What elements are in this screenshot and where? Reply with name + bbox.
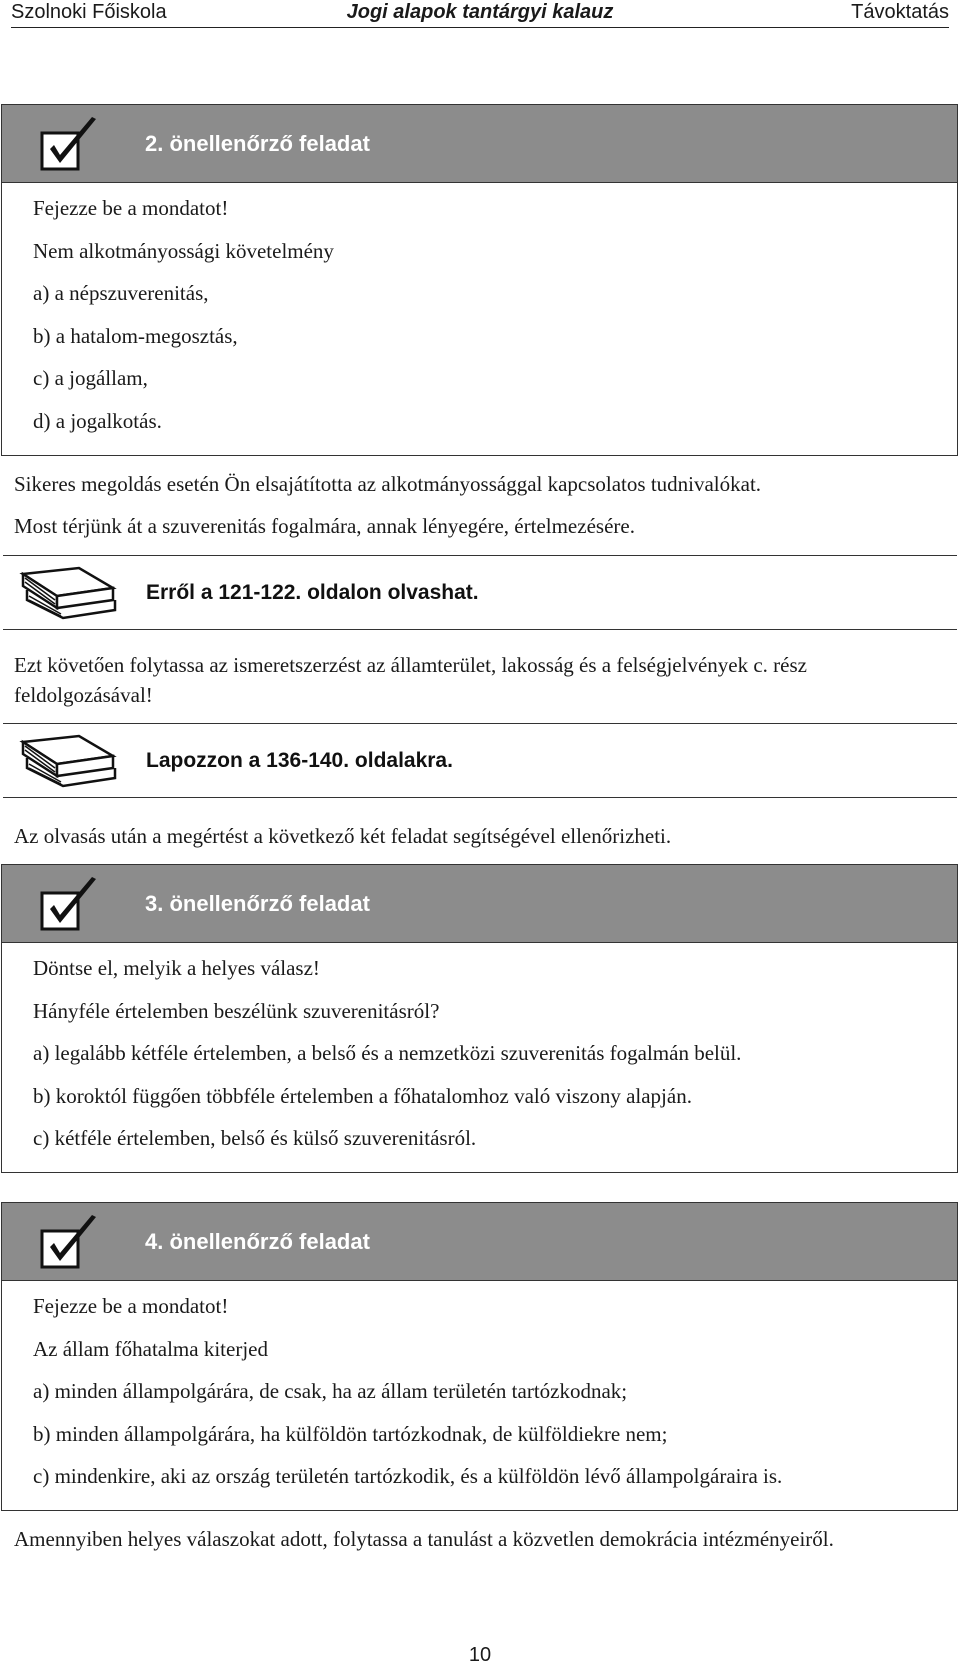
task-box-4 xyxy=(1,1202,958,1511)
task-box-header xyxy=(2,1203,957,1281)
paragraph-line: Most térjünk át a szuverenitás fogalmára, annak lényegére, értelmezésére. xyxy=(14,514,635,538)
task-box-header xyxy=(2,105,957,183)
task-line: Döntse el, melyik a helyes válasz! xyxy=(33,956,320,980)
task-line: Hányféle értelemben beszélünk szuverenitásról? xyxy=(33,998,440,1023)
reading-callout xyxy=(3,723,957,798)
reading-instruction: Lapozzon a 136-140. oldalakra. xyxy=(146,749,453,772)
task-line: Fejezze be a mondatot! xyxy=(33,1294,229,1318)
task-line: Fejezze be a mondatot! xyxy=(33,196,229,220)
page-header xyxy=(11,0,949,28)
book-icon xyxy=(19,566,117,620)
checkbox-check-icon xyxy=(40,1213,102,1273)
task-line: d) a jogalkotás. xyxy=(33,408,162,433)
checkbox-check-icon xyxy=(40,115,102,175)
paragraph xyxy=(14,468,944,543)
header-institution: Szolnoki Főiskola xyxy=(11,1,167,23)
page-number: 10 xyxy=(468,1644,492,1666)
task-line: a) minden állampolgárára, de csak, ha az állam területén tartózkodnak; xyxy=(33,1379,628,1403)
task-box-2 xyxy=(1,104,958,456)
task-body xyxy=(2,943,957,1166)
book-icon xyxy=(19,734,117,788)
task-title: 2. önellenőrző feladat xyxy=(145,131,370,156)
task-line: b) a hatalom-megosztás, xyxy=(33,323,238,348)
header-title: Jogi alapok tantárgyi kalauz xyxy=(346,1,614,23)
task-line: Nem alkotmányossági követelmény xyxy=(33,238,334,263)
paragraph: Ezt követően folytassa az ismeretszerzést az államterület, lakosság és a felségjelvények c. rész feldolgozásával! xyxy=(14,653,807,707)
task-line: c) mindenkire, aki az ország területén tartózkodik, és a külföldön lévő állampolgáraira is. xyxy=(33,1464,783,1488)
paragraph: Az olvasás után a megértést a következő két feladat segítségével ellenőrizheti. xyxy=(14,824,672,848)
header-mode: Távoktatás xyxy=(851,1,949,23)
task-title: 4. önellenőrző feladat xyxy=(145,1229,370,1254)
reading-callout xyxy=(3,555,957,630)
paragraph: Amennyiben helyes válaszokat adott, folytassa a tanulást a közvetlen demokrácia intézményeiről. xyxy=(14,1527,834,1551)
task-body xyxy=(2,183,957,448)
paragraph-line: Sikeres megoldás esetén Ön elsajátította az alkotmányossággal kapcsolatos tudnivalókat. xyxy=(14,472,762,496)
checkbox-check-icon xyxy=(40,875,102,935)
task-line: c) kétféle értelemben, belső és külső szuverenitásról. xyxy=(33,1126,477,1150)
task-title: 3. önellenőrző feladat xyxy=(145,891,370,916)
reading-instruction: Erről a 121-122. oldalon olvashat. xyxy=(146,581,479,604)
task-line: c) a jogállam, xyxy=(33,366,148,390)
task-line: b) koroktól függően többféle értelemben a főhatalomhoz való viszony alapján. xyxy=(33,1083,692,1108)
task-line: Az állam főhatalma kiterjed xyxy=(33,1336,268,1361)
task-body xyxy=(2,1281,957,1504)
task-box-header xyxy=(2,865,957,943)
task-box-3 xyxy=(1,864,958,1173)
task-line: a) legalább kétféle értelemben, a belső és a nemzetközi szuverenitás fogalmán belül. xyxy=(33,1041,742,1065)
task-line: a) a népszuverenitás, xyxy=(33,281,209,305)
task-line: b) minden állampolgárára, ha külföldön tartózkodnak, de külföldiekre nem; xyxy=(33,1421,668,1446)
